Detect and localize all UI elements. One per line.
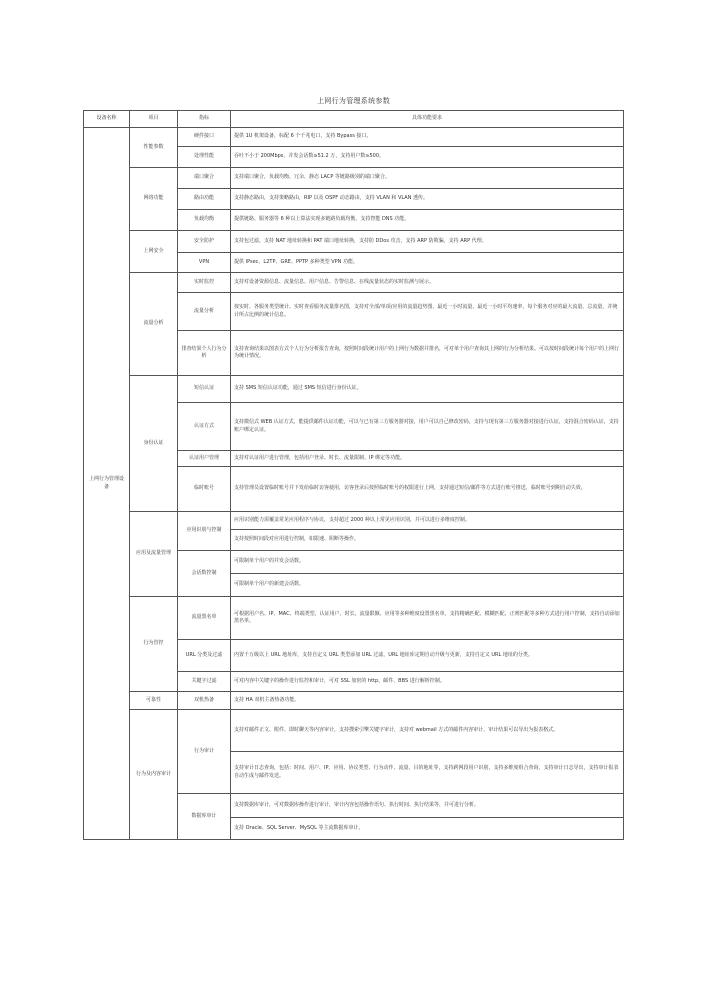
item-cell: 性能参数 <box>130 128 178 168</box>
table-row <box>84 128 624 147</box>
requirement-cell: 支持审计日志查询，包括：时间、用户、IP、应用、协议类型、行为动作、流量、目的地址等，支持跨网段用户识别，支持多维度组合查询，支持审计日志导出，支持审计报表自动生成与邮件发送。 <box>231 752 624 794</box>
metric-cell: 负载均衡 <box>178 210 231 231</box>
table-row <box>84 512 624 530</box>
metric-cell: 路由功能 <box>178 189 231 210</box>
table-row <box>84 231 624 253</box>
requirement-cell: 可限制单个用户的新建会话数。 <box>231 574 624 597</box>
requirement-cell: 提供 IPsec、L2TP、GRE、PPTP 多种类型 VPN 功能。 <box>231 253 624 273</box>
metric-cell: VPN <box>178 253 231 273</box>
requirement-cell: 支持查询结果以图表方式个人行为分析报告查询，按照时间段统计用户的上网行为数据并排名，可对单个用户查询其上网的行为分析结果。可以按时间段统计每个用户的上网行为统计情况。 <box>231 331 624 376</box>
table-row <box>84 692 624 710</box>
requirement-cell: 支持 HA 双机主备热备功能。 <box>231 692 624 710</box>
requirement-cell: 支持 Oracle、SQL Server、MySQL 等主流数据库审计。 <box>231 818 624 840</box>
metric-cell: URL 分类及过滤 <box>178 640 231 672</box>
metric-cell: 流量黑名单 <box>178 597 231 640</box>
requirement-cell: 可根据用户名、IP、MAC、终端类型、认证用户、时长、流量限额、应用等多种维度设置黑名单，支持精确匹配、模糊匹配、正则匹配等多种方式进行用户控制，支持自动添加黑名单。 <box>231 597 624 640</box>
requirement-cell: 支持包过滤，支持 NAT 地址转换和 PAT 端口地址转换，支持防 DDos 攻击，支持 ARP 防欺骗，支持 ARP 代理。 <box>231 231 624 253</box>
requirement-cell: 可对内容中关键字的操作进行监控和审计，可对 SSL 加密的 http、邮件、BBS 进行解析控制。 <box>231 672 624 692</box>
item-cell: 应用及流量管理 <box>130 512 178 597</box>
metric-cell: 数据库审计 <box>178 794 231 840</box>
metric-cell: 实时监控 <box>178 273 231 293</box>
requirement-cell: 支持数据库审计，可对数据库操作进行审计，审计内容包括操作语句、执行时间、执行结果等，并可进行分析。 <box>231 794 624 818</box>
metric-cell: 处理性能 <box>178 147 231 168</box>
item-cell: 身份认证 <box>130 376 178 512</box>
requirement-cell: 支持微信式 WEB 认证方式，能提供邮件认证功能，可以与已有第三方服务器对接，用户可以自己修改密码，支持与现有第三方服务器对接进行认证，支持混合密码认证，支持账户绑定认证。 <box>231 403 624 451</box>
metric-cell: 认证方式 <box>178 403 231 451</box>
header-device: 设备名称 <box>84 111 130 128</box>
item-cell: 行为管控 <box>130 597 178 692</box>
table-row <box>84 597 624 640</box>
requirement-cell: 按实时、各服务类型统计、实时查看服务流量排名图，支持对全部/单项/应用的流量趋势图，最近一小时流量，最近一小时平均速率，每个服务对应的最大流量、总流量，并统计所占比例的统计信息。 <box>231 293 624 331</box>
metric-cell: 应用识别与控制 <box>178 512 231 551</box>
metric-cell: 安全防护 <box>178 231 231 253</box>
device-name-cell: 上网行为管理设备 <box>84 128 130 840</box>
requirement-cell: 支持对认证用户进行管理，包括用户登录、时长、流量限制、IP 绑定等功能。 <box>231 451 624 467</box>
item-cell: 上网安全 <box>130 231 178 273</box>
requirement-cell: 吞吐不小于 200Mbps，并发会话数≥51.2 万，支持用户数≥500。 <box>231 147 624 168</box>
table-row <box>84 168 624 189</box>
table-row <box>84 273 624 293</box>
requirement-cell: 支持静态路由，支持策略路由，RIP 以及 OSPF 动态路由，支持 VLAN 和 VLAN 透传。 <box>231 189 624 210</box>
header-requirement: 具体功能要求 <box>231 111 624 128</box>
spec-table <box>83 110 624 840</box>
metric-cell: 短信认证 <box>178 376 231 403</box>
metric-cell: 硬件接口 <box>178 128 231 147</box>
item-cell: 可靠性 <box>130 692 178 710</box>
item-cell: 流量分析 <box>130 273 178 376</box>
requirement-cell: 支持 SMS 短信认证功能，通过 SMS 短信进行身份认证。 <box>231 376 624 403</box>
requirement-cell: 支持对邮件正文、附件、即时聊天等内容审计，支持搜索引擎关键字审计，支持对 webmail 方式的邮件内容审计，审计结果可以导出为报表格式。 <box>231 710 624 752</box>
metric-cell: 临时账号 <box>178 467 231 512</box>
metric-cell: 排查结果个人行为分析 <box>178 331 231 376</box>
requirement-cell: 提供 1U 机架设备，标配 6 个千兆电口，支持 Bypass 接口。 <box>231 128 624 147</box>
metric-cell: 行为审计 <box>178 710 231 794</box>
metric-cell: 双机热备 <box>178 692 231 710</box>
item-cell: 网络功能 <box>130 168 178 231</box>
requirement-cell: 支持按照时间段对应用进行控制，如限速、阻断等操作。 <box>231 530 624 551</box>
requirement-cell: 支持对设备资源信息、流量信息、用户信息、告警信息、在线流量状态的实时监测与展示。 <box>231 273 624 293</box>
table-row <box>84 376 624 403</box>
requirement-cell: 提供链路、服务器等 6 种以上算法实现多链路负载均衡，支持智能 DNS 功能。 <box>231 210 624 231</box>
metric-cell: 流量分析 <box>178 293 231 331</box>
requirement-cell: 支持端口聚合，负载均衡、冗余、静态 LACP 等链路级别的端口聚合。 <box>231 168 624 189</box>
document-title: 上网行为管理系统参数 <box>317 97 390 105</box>
metric-cell: 端口聚合 <box>178 168 231 189</box>
metric-cell: 关键字过滤 <box>178 672 231 692</box>
header-metric: 指标 <box>178 111 231 128</box>
table-row <box>84 710 624 752</box>
item-cell: 行为及内容审计 <box>130 710 178 840</box>
header-item: 项目 <box>130 111 178 128</box>
requirement-cell: 内置千万级以上 URL 地址库，支持自定义 URL 类型添加 URL 过滤，URL 地址库定期自动升级与更新，支持自定义 URL 地址的分类。 <box>231 640 624 672</box>
table-header-row <box>84 111 624 128</box>
metric-cell: 认证用户管理 <box>178 451 231 467</box>
requirement-cell: 应用识别能力需覆盖常见应用程序与协议，支持超过 2000 种以上常见应用识别，并可以进行多维度控制。 <box>231 512 624 530</box>
requirement-cell: 支持管理员设置临时账号并下发给临时访客使用，访客登录后按照临时账号的权限进行上网，支持通过短信/邮件等方式进行账号推送，临时账号到期自动失效。 <box>231 467 624 512</box>
requirement-cell: 可限制单个用户的并发会话数。 <box>231 551 624 574</box>
metric-cell: 会话数控制 <box>178 551 231 597</box>
